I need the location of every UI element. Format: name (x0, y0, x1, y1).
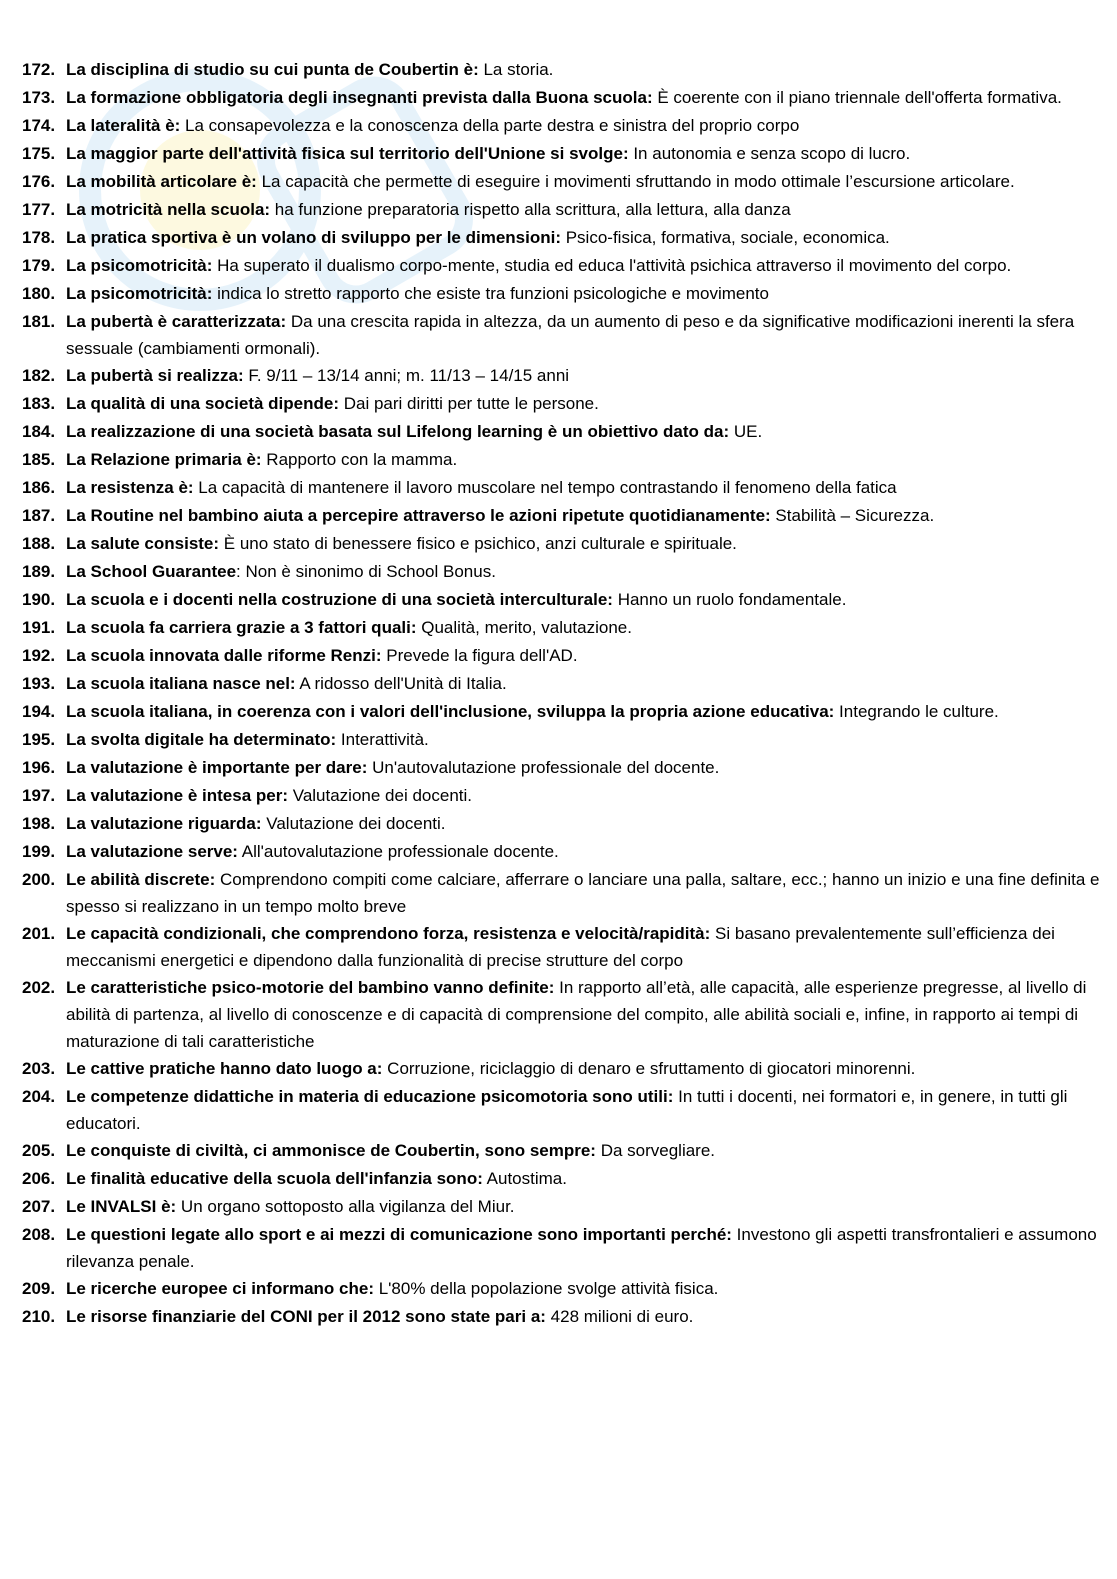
answer-text: Interattività. (336, 730, 429, 749)
answer-text: : Non è sinonimo di School Bonus. (236, 562, 496, 581)
answer-text: Prevede la figura dell'AD. (381, 646, 578, 665)
question-item (22, 920, 1102, 974)
answer-text: La capacità di mantenere il lavoro muscolare nel tempo contrastando il fenomeno della fatica (193, 478, 897, 497)
answer-text: Hanno un ruolo fondamentale. (612, 590, 847, 609)
answer-text: È uno stato di benessere fisico e psichico, anzi culturale e spirituale. (219, 534, 737, 553)
question-number: 198. (22, 814, 56, 833)
answer-text: A ridosso dell'Unità di Italia. (295, 674, 507, 693)
question-text: La School Guarantee (66, 562, 237, 581)
question-item (22, 642, 1102, 670)
question-text: Le caratteristiche psico-motorie del bambino vanno definite: (66, 978, 555, 997)
question-text: La lateralità è: (66, 116, 181, 135)
question-number: 185. (22, 450, 56, 469)
question-item (22, 446, 1102, 474)
question-number: 183. (22, 394, 56, 413)
question-item (22, 1055, 1102, 1083)
question-number: 175. (22, 144, 56, 163)
question-item (22, 838, 1102, 866)
question-item (22, 1193, 1102, 1221)
question-text: La maggior parte dell'attività fisica sul territorio dell'Unione si svolge: (66, 144, 629, 163)
question-item (22, 558, 1102, 586)
question-text: Le questioni legate allo sport e ai mezzi di comunicazione sono importanti perché: (66, 1225, 732, 1244)
answer-text: L'80% della popolazione svolge attività fisica. (373, 1279, 719, 1298)
question-item (22, 754, 1102, 782)
question-item (22, 974, 1102, 1055)
question-item (22, 474, 1102, 502)
question-number: 209. (22, 1279, 56, 1298)
question-text: La realizzazione di una società basata sul Lifelong learning è un obiettivo dato da: (66, 422, 730, 441)
question-text: La valutazione è importante per dare: (66, 758, 368, 777)
question-text: Le conquiste di civiltà, ci ammonisce de Coubertin, sono sempre: (66, 1141, 596, 1160)
question-item (22, 614, 1102, 642)
answer-text: Ha superato il dualismo corpo-mente, studia ed educa l'attività psichica attraverso il movimento del corpo. (212, 256, 1012, 275)
question-number: 208. (22, 1225, 56, 1244)
question-text: La scuola italiana, in coerenza con i valori dell'inclusione, sviluppa la propria azione educativa: (66, 702, 835, 721)
question-text: Le risorse finanziarie del CONI per il 2012 sono state pari a: (66, 1307, 546, 1326)
question-text: La psicomotricità: (66, 284, 213, 303)
question-item (22, 196, 1102, 224)
question-number: 187. (22, 506, 56, 525)
question-item (22, 502, 1102, 530)
answer-text: ha funzione preparatoria rispetto alla scrittura, alla lettura, alla danza (270, 200, 791, 219)
question-item (22, 1083, 1102, 1137)
question-number: 193. (22, 674, 56, 693)
question-number: 204. (22, 1087, 56, 1106)
question-item (22, 670, 1102, 698)
answer-text: Valutazione dei docenti. (261, 814, 446, 833)
answer-text: Psico-fisica, formativa, sociale, economica. (560, 228, 890, 247)
question-text: Le competenze didattiche in materia di educazione psicomotoria sono utili: (66, 1087, 674, 1106)
question-number: 176. (22, 172, 56, 191)
question-text: La resistenza è: (66, 478, 194, 497)
question-text: Le abilità discrete: (66, 870, 216, 889)
question-number: 179. (22, 256, 56, 275)
question-text: Le INVALSI è: (66, 1197, 177, 1216)
question-text: La Routine nel bambino aiuta a percepire attraverso le azioni ripetute quotidianamente: (66, 506, 771, 525)
question-text: La scuola italiana nasce nel: (66, 674, 296, 693)
question-number: 205. (22, 1141, 56, 1160)
answer-text: Dai pari diritti per tutte le persone. (339, 394, 599, 413)
question-number: 191. (22, 618, 56, 637)
question-text: La salute consiste: (66, 534, 220, 553)
answer-text: Valutazione dei docenti. (288, 786, 472, 805)
question-item (22, 418, 1102, 446)
question-number: 173. (22, 88, 56, 107)
question-number: 172. (22, 60, 56, 79)
answer-text: In autonomia e senza scopo di lucro. (628, 144, 911, 163)
question-text: La pubertà si realizza: (66, 366, 244, 385)
question-text: La qualità di una società dipende: (66, 394, 339, 413)
question-number: 190. (22, 590, 56, 609)
question-number: 201. (22, 924, 56, 943)
question-text: La svolta digitale ha determinato: (66, 730, 337, 749)
question-item (22, 280, 1102, 308)
question-number: 195. (22, 730, 56, 749)
answer-text: Si basano prevalentemente sull’efficienza dei meccanismi energetici e dipendono dalla funzionalità di precise strutture del corpo (66, 924, 1055, 970)
question-text: Le cattive pratiche hanno dato luogo a: (66, 1059, 383, 1078)
question-item (22, 1165, 1102, 1193)
question-item (22, 1275, 1102, 1303)
question-item (22, 1137, 1102, 1165)
answer-text: Da sorvegliare. (595, 1141, 716, 1160)
answer-text: Da una crescita rapida in altezza, da un aumento di peso e da significative modificazioni inerenti la sfera sessuale (cambiamenti ormonali). (66, 312, 1075, 358)
question-number: 192. (22, 646, 56, 665)
question-item (22, 782, 1102, 810)
question-item (22, 224, 1102, 252)
question-text: La valutazione riguarda: (66, 814, 262, 833)
question-text: La psicomotricità: (66, 256, 213, 275)
question-item (22, 308, 1102, 362)
question-text: La valutazione serve: (66, 842, 238, 861)
question-number: 180. (22, 284, 56, 303)
question-text: La motricità nella scuola: (66, 200, 271, 219)
question-item (22, 112, 1102, 140)
question-number: 174. (22, 116, 56, 135)
question-number: 206. (22, 1169, 56, 1188)
question-number: 182. (22, 366, 56, 385)
question-text: Le finalità educative della scuola dell'infanzia sono: (66, 1169, 483, 1188)
question-number: 203. (22, 1059, 56, 1078)
question-item (22, 84, 1102, 112)
answer-text: È coerente con il piano triennale dell'offerta formativa. (652, 88, 1062, 107)
question-text: Le ricerche europee ci informano che: (66, 1279, 374, 1298)
question-item (22, 390, 1102, 418)
question-item (22, 726, 1102, 754)
question-item (22, 168, 1102, 196)
question-number: 178. (22, 228, 56, 247)
question-text: La mobilità articolare è: (66, 172, 257, 191)
question-item (22, 866, 1102, 920)
question-number: 196. (22, 758, 56, 777)
answer-text: Stabilità – Sicurezza. (770, 506, 935, 525)
answer-text: Rapporto con la mamma. (261, 450, 458, 469)
question-number: 197. (22, 786, 56, 805)
question-text: La pratica sportiva è un volano di sviluppo per le dimensioni: (66, 228, 561, 247)
question-number: 177. (22, 200, 56, 219)
answer-text: La capacità che permette di eseguire i movimenti sfruttando in modo ottimale l’escursione articolare. (256, 172, 1015, 191)
question-text: La pubertà è caratterizzata: (66, 312, 287, 331)
question-text: La disciplina di studio su cui punta de Coubertin è: (66, 60, 479, 79)
answer-text: Investono gli aspetti transfrontalieri e assumono rilevanza penale. (66, 1225, 1097, 1271)
answer-text: Qualità, merito, valutazione. (416, 618, 632, 637)
question-text: Le capacità condizionali, che comprendono forza, resistenza e velocità/rapidità: (66, 924, 711, 943)
question-number: 210. (22, 1307, 56, 1326)
question-number: 194. (22, 702, 56, 721)
answer-text: UE. (729, 422, 763, 441)
question-number: 189. (22, 562, 56, 581)
question-item (22, 530, 1102, 558)
answer-text: Un'autovalutazione professionale del docente. (367, 758, 720, 777)
question-text: La Relazione primaria è: (66, 450, 262, 469)
answer-text: In tutti i docenti, nei formatori e, in genere, in tutti gli educatori. (66, 1087, 1068, 1133)
answer-text: Autostima. (482, 1169, 567, 1188)
question-item (22, 586, 1102, 614)
question-item (22, 362, 1102, 390)
question-text: La scuola fa carriera grazie a 3 fattori quali: (66, 618, 417, 637)
question-text: La formazione obbligatoria degli insegnanti prevista dalla Buona scuola: (66, 88, 653, 107)
answer-text: Integrando le culture. (834, 702, 999, 721)
question-number: 199. (22, 842, 56, 861)
answer-text: La consapevolezza e la conoscenza della parte destra e sinistra del proprio corpo (180, 116, 800, 135)
question-number: 202. (22, 978, 56, 997)
question-number: 207. (22, 1197, 56, 1216)
question-item (22, 698, 1102, 726)
question-number: 200. (22, 870, 56, 889)
question-text: La valutazione è intesa per: (66, 786, 289, 805)
answer-text: In rapporto all’età, alle capacità, alle esperienze pregresse, al livello di abilità di partenza, al livello di conoscenze e di capacità di comprensione del compito, alle abilità sociali e, infine, in rapporto ai tempi di maturazione di tali caratteristiche (66, 978, 1087, 1051)
answer-text: La storia. (478, 60, 554, 79)
answer-text: All'autovalutazione professionale docente. (237, 842, 559, 861)
answer-text: Corruzione, riciclaggio di denaro e sfruttamento di giocatori minorenni. (382, 1059, 916, 1078)
document-body (22, 56, 1102, 1331)
answer-text: 428 milioni di euro. (545, 1307, 694, 1326)
question-number: 186. (22, 478, 56, 497)
answer-text: F. 9/11 – 13/14 anni; m. 11/13 – 14/15 anni (243, 366, 570, 385)
question-number: 184. (22, 422, 56, 441)
question-text: La scuola e i docenti nella costruzione di una società interculturale: (66, 590, 613, 609)
question-item (22, 56, 1102, 84)
answer-text: indica lo stretto rapporto che esiste tra funzioni psicologiche e movimento (212, 284, 769, 303)
question-number: 181. (22, 312, 56, 331)
question-text: La scuola innovata dalle riforme Renzi: (66, 646, 382, 665)
question-item (22, 140, 1102, 168)
answer-text: Un organo sottoposto alla vigilanza del Miur. (176, 1197, 515, 1216)
question-number: 188. (22, 534, 56, 553)
question-item (22, 252, 1102, 280)
question-item (22, 1303, 1102, 1331)
answer-text: Comprendono compiti come calciare, afferrare o lanciare una palla, saltare, ecc.; hanno un inizio e una fine definita e spesso si realizzano in un tempo molto breve (66, 870, 1100, 916)
question-item (22, 810, 1102, 838)
question-item (22, 1221, 1102, 1275)
